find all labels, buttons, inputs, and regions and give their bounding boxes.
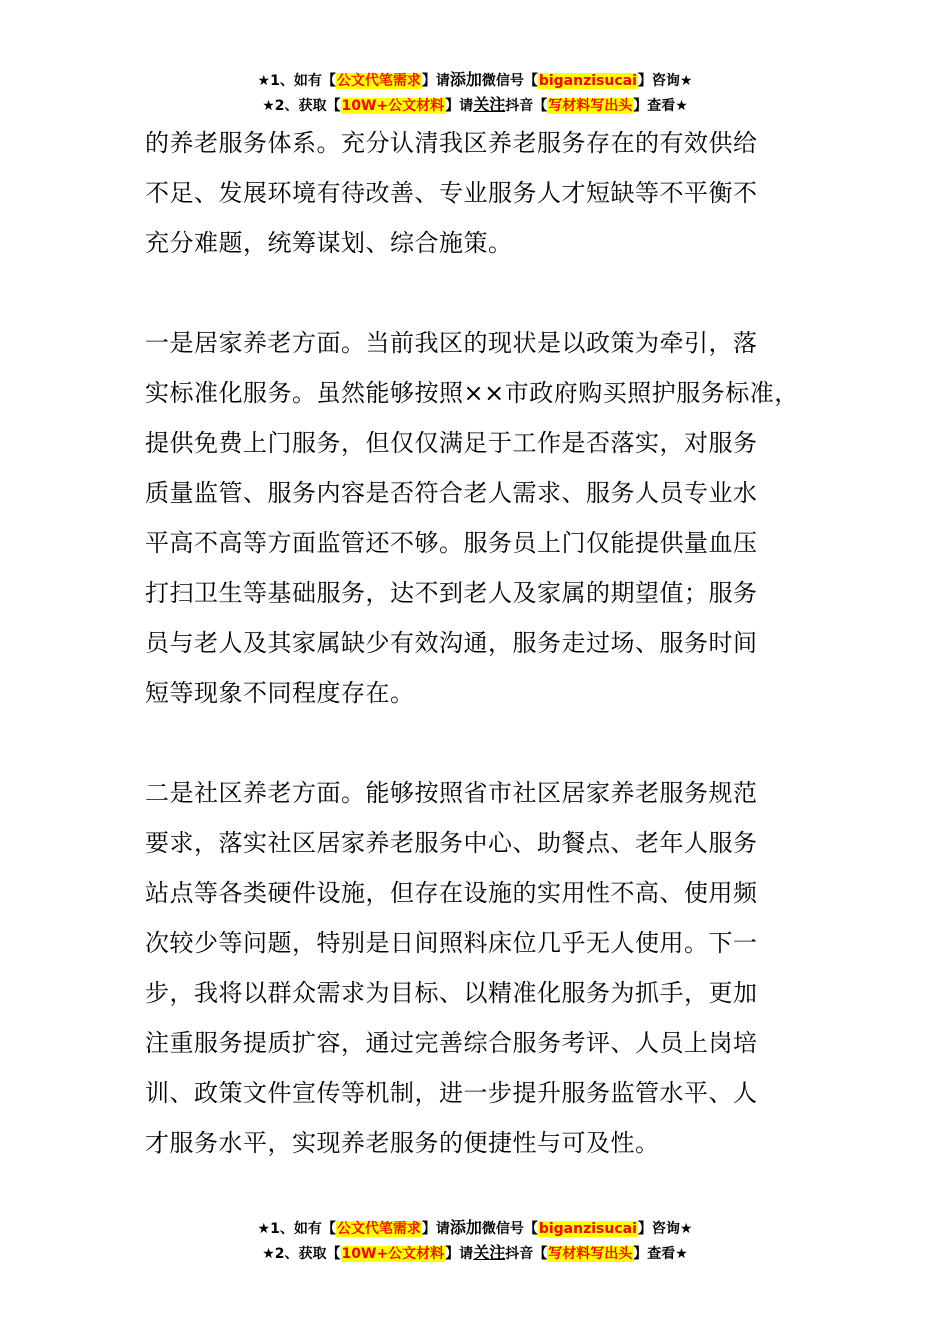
text-line: 一是居家养老方面。当前我区的现状是以政策为牵引，落 — [145, 329, 758, 357]
banner-line-1: ★1、如有【公文代笔需求】请添加微信号【biganzisucai】咨询★ — [257, 1218, 693, 1237]
text-line: 不足、发展环境有待改善、专业服务人才短缺等不平衡不 — [145, 179, 758, 207]
text-line: 才服务水平，实现养老服务的便捷性与可及性。 — [145, 1129, 660, 1157]
paragraph-2 — [145, 318, 835, 718]
text-line: 次较少等问题，特别是日间照料床位几乎无人使用。下一 — [145, 929, 758, 957]
highlight-douyin-id: 写材料写出头 — [548, 98, 633, 114]
text-line: 实标准化服务。虽然能够按照××市政府购买照护服务标准， — [145, 379, 799, 407]
banner-line-1: ★1、如有【公文代笔需求】请添加微信号【biganzisucai】咨询★ — [257, 70, 693, 89]
text-line: 二是社区养老方面。能够按照省市社区居家养老服务规范 — [145, 779, 758, 807]
highlight-service: 公文代笔需求 — [336, 73, 421, 89]
document-body — [145, 118, 835, 1168]
header-banner-bottom — [0, 1216, 950, 1266]
text-line: 提供免费上门服务，但仅仅满足于工作是否落实，对服务 — [145, 429, 758, 457]
text-line: 充分难题，统筹谋划、综合施策。 — [145, 229, 513, 257]
text-line: 平高不高等方面监管还不够。服务员上门仅能提供量血压 — [145, 529, 758, 557]
text-line: 步，我将以群众需求为目标、以精准化服务为抓手，更加 — [145, 979, 758, 1007]
highlight-douyin-id: 写材料写出头 — [548, 1246, 633, 1262]
banner-line-2: ★2、获取【10W+公文材料】请关注抖音【写材料写出头】查看★ — [262, 1243, 688, 1262]
highlight-service: 公文代笔需求 — [336, 1221, 421, 1237]
paragraph-1 — [145, 118, 835, 268]
paragraph-3 — [145, 768, 835, 1168]
highlight-wechat-id: biganzisucai — [538, 1221, 637, 1237]
text-line: 要求，落实社区居家养老服务中心、助餐点、老年人服务 — [145, 829, 758, 857]
text-line: 训、政策文件宣传等机制，进一步提升服务监管水平、人 — [145, 1079, 758, 1107]
banner-line-2: ★2、获取【10W+公文材料】请关注抖音【写材料写出头】查看★ — [262, 95, 688, 114]
text-line: 质量监管、服务内容是否符合老人需求、服务人员专业水 — [145, 479, 758, 507]
text-line: 员与老人及其家属缺少有效沟通，服务走过场、服务时间 — [145, 629, 758, 657]
highlight-materials: 10W+公文材料 — [341, 98, 445, 114]
text-line: 打扫卫生等基础服务，达不到老人及家属的期望值；服务 — [145, 579, 758, 607]
header-banner-top — [0, 68, 950, 118]
highlight-wechat-id: biganzisucai — [538, 73, 637, 89]
text-line: 注重服务提质扩容，通过完善综合服务考评、人员上岗培 — [145, 1029, 758, 1057]
text-line: 短等现象不同程度存在。 — [145, 679, 415, 707]
text-line: 站点等各类硬件设施，但存在设施的实用性不高、使用频 — [145, 879, 758, 907]
highlight-materials: 10W+公文材料 — [341, 1246, 445, 1262]
text-line: 的养老服务体系。充分认清我区养老服务存在的有效供给 — [145, 129, 758, 157]
